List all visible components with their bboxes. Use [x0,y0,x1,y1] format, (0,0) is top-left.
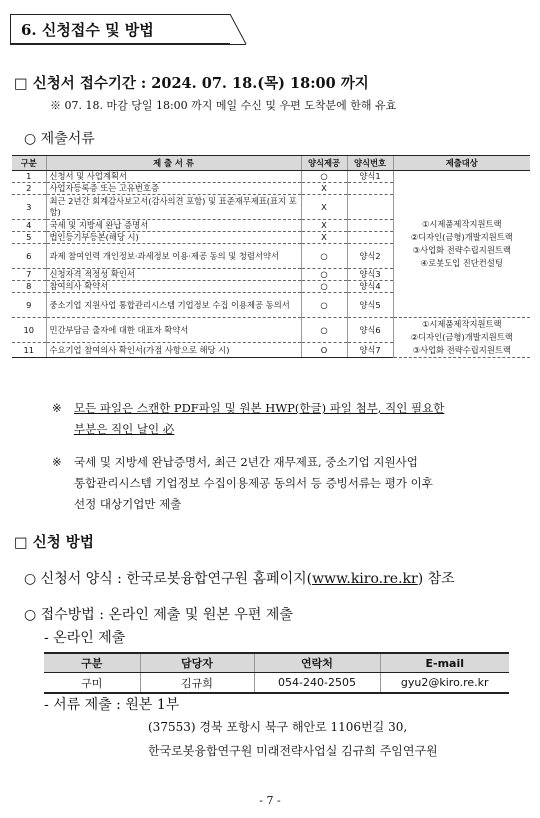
row-form [347,195,393,220]
row-document: 중소기업 지원사업 통합관리시스템 기업정보 수집 이용제공 동의서 [46,293,301,318]
row-document: 최근 2년간 회계감사보고서(감사의견 포함) 및 표준재무제표(표지 포함) [46,195,301,220]
target-item: ③사업화 전략수립지원트랙 [412,345,511,355]
row-provided: ○ [301,171,347,183]
note-evidence-line2: 통합관리시스템 기업정보 수집이용제공 동의서 등 증빙서류는 평가 이후 [74,476,433,490]
row-document: 참여의사 확약서 [46,281,301,293]
row-document: 과제 참여인력 개인정보·과세정보 이용·제공 동의 및 청렴서약서 [46,244,301,269]
row-no: 4 [12,220,46,232]
row-form [347,183,393,195]
section-title-tab-shape [228,14,248,44]
row-form [347,220,393,232]
target-item: ①시제품제작지원트랙 [421,319,502,329]
contact-row [44,673,509,694]
mailing-address-line1: (37553) 경북 포항시 북구 해안로 1106번길 30, [148,720,408,734]
method-heading: □ 신청 방법 [14,534,94,551]
row-provided: X [301,195,347,220]
row-no: 9 [12,293,46,318]
row-provided: ○ [301,269,347,281]
contact-col-email: E-mail [380,653,509,673]
row-document: 법인등기부등본(해당 시) [46,232,301,244]
col-header-form: 양식번호 [347,156,393,171]
target-item: ②디자인(금형)개발지원트랙 [410,232,513,242]
contact-col-manager: 담당자 [140,653,254,673]
row-document: 수요기업 참여의사 확인서(가점 사항으로 해당 시) [46,343,301,358]
row-form [347,232,393,244]
row-no: 1 [12,171,46,183]
targets-cell-b [393,318,530,358]
contact-col-phone: 연락처 [254,653,380,673]
application-form-prefix: ○ 신청서 양식 : 한국로봇융합연구원 홈페이지( [24,571,313,587]
row-form: 양식1 [347,171,393,183]
contact-table [44,652,509,694]
section-title: 6. 신청접수 및 방법 [10,14,230,44]
row-document: 신청자격 적정성 확인서 [46,269,301,281]
row-provided: X [301,183,347,195]
contact-header-row [44,653,509,673]
targets-cell-a [393,171,530,318]
deadline-heading: □ 신청서 접수기간 : 2024. 07. 18.(목) 18:00 까지 [14,75,369,92]
row-form: 양식2 [347,244,393,269]
note-files-line1: 모든 파일은 스캔한 PDF파일 및 원본 HWP(한글) 파일 첨부, 직인 필요한 [74,401,445,415]
note-files [74,398,529,440]
target-item: ④로봇도입 진단컨설팅 [420,258,503,268]
page-number: - 7 - [259,794,281,807]
target-item: ②디자인(금형)개발지원트랙 [410,332,513,342]
row-form: 양식5 [347,293,393,318]
contact-email[interactable]: gyu2@kiro.re.kr [380,673,509,694]
row-provided: X [301,232,347,244]
contact-manager: 김규희 [140,673,254,694]
paper-submission-label: - 서류 제출 : 원본 1부 [44,697,180,713]
row-form: 양식7 [347,343,393,358]
row-provided: ○ [301,293,347,318]
deadline-note: ※ 07. 18. 마감 당일 18:00 까지 메일 수신 및 우편 도착분에 한해 유효 [50,99,397,112]
col-header-target: 제출대상 [393,156,530,171]
row-provided: X [301,220,347,232]
target-item: ①시제품제작지원트랙 [421,219,502,229]
row-document: 국세 및 지방세 완납 증명서 [46,220,301,232]
row-document: 신청서 및 사업계획서 [46,171,301,183]
table-row [12,318,530,343]
note-evidence-line3: 선정 대상기업만 제출 [74,497,182,511]
kiro-website-link[interactable]: www.kiro.re.kr [312,571,418,587]
row-form: 양식6 [347,318,393,343]
note-evidence-line1: 국세 및 지방세 완납증명서, 최근 2년간 재무제표, 중소기업 지원사업 [74,455,418,469]
documents-heading: ○ 제출서류 [24,131,95,147]
mailing-address-line2: 한국로봇융합연구원 미래전략사업실 김규희 주임연구원 [148,744,438,758]
row-form: 양식4 [347,281,393,293]
row-no: 3 [12,195,46,220]
row-no: 6 [12,244,46,269]
row-document: 민간부담금 출자에 대한 대표자 확약서 [46,318,301,343]
row-no: 2 [12,183,46,195]
note-files-line2: 부분은 직인 날인 必 [74,422,175,436]
contact-col-division: 구분 [44,653,140,673]
contact-division: 구미 [44,673,140,694]
contact-phone: 054-240-2505 [254,673,380,694]
row-document: 사업자등록증 또는 고유번호증 [46,183,301,195]
row-no: 10 [12,318,46,343]
online-submission-label: - 온라인 제출 [44,630,126,646]
table-row [12,171,530,183]
section-title-underline [10,44,246,45]
note-mark: ※ [52,401,62,415]
col-header-document: 제 출 서 류 [46,156,301,171]
row-provided: ○ [301,244,347,269]
application-form-line [24,568,455,588]
row-no: 11 [12,343,46,358]
target-item: ③사업화 전략수립지원트랙 [412,245,511,255]
row-provided: ○ [301,281,347,293]
row-form: 양식3 [347,269,393,281]
row-provided: ○ [301,318,347,343]
documents-header-row [12,156,530,171]
row-no: 8 [12,281,46,293]
row-provided: O [301,343,347,358]
documents-table [12,155,530,358]
col-header-provided: 양식제공 [301,156,347,171]
note-mark: ※ [52,455,62,469]
submission-method: ○ 접수방법 : 온라인 제출 및 원본 우편 제출 [24,607,293,623]
note-evidence [74,452,529,515]
application-form-suffix: ) 참조 [417,571,455,587]
row-no: 5 [12,232,46,244]
col-header-no: 구분 [12,156,46,171]
row-no: 7 [12,269,46,281]
